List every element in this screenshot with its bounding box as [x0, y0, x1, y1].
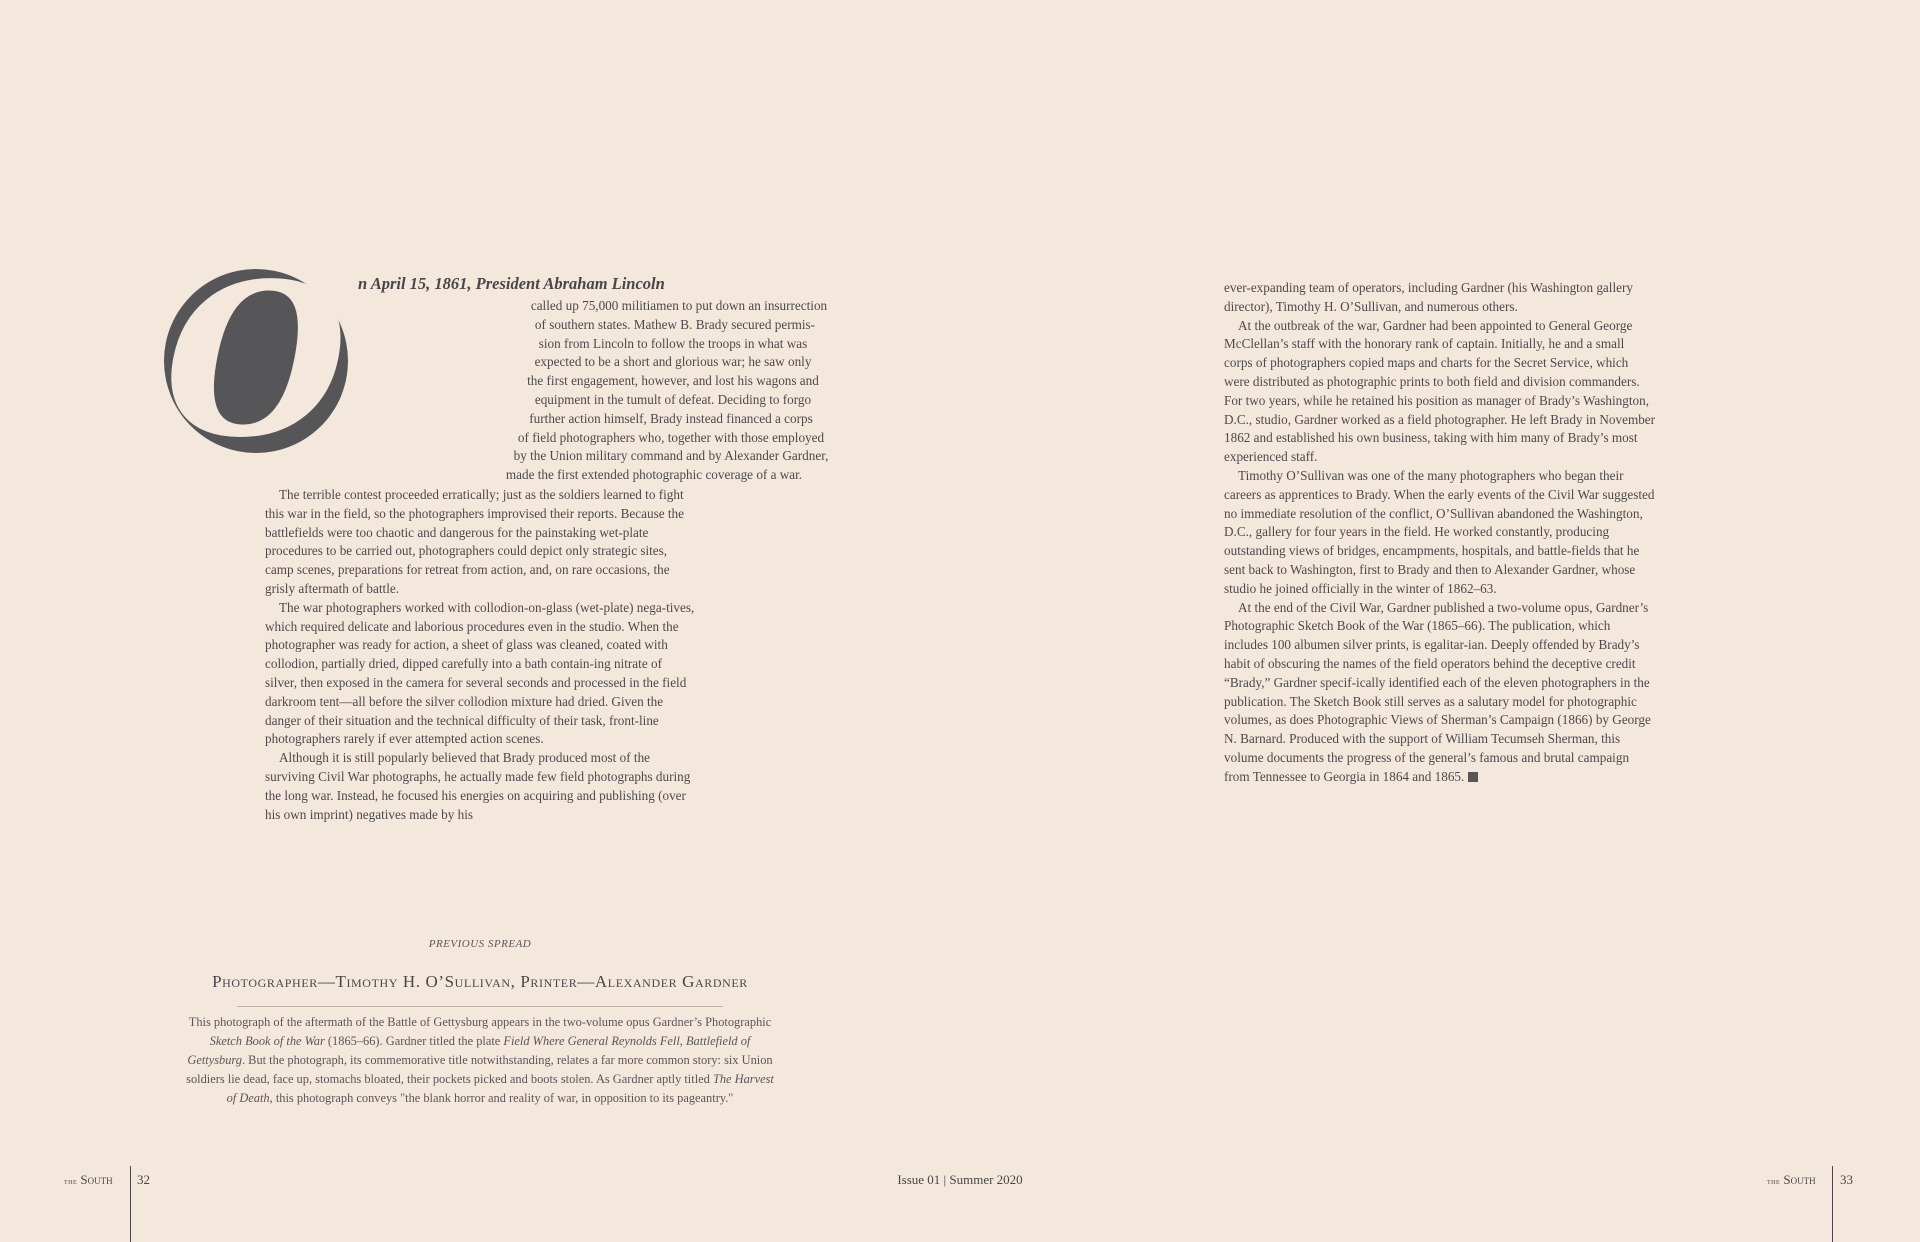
caption-italic: The Harvest of Death: [226, 1072, 774, 1105]
article-paragraph: The terrible contest proceeded erratically; just as the soldiers learned to fight this war in the field, so the photographers improvised their reports. Because the battlefields were too chaotic and dangerous for the painstaking wet-plate procedures to be carried out, photographers could depict only strategic sites, camp scenes, preparations for retreat from action, and, on rare occasions, the grisly aftermath of battle.: [265, 487, 684, 596]
opening-line: called up 75,000 militiamen to put down an insurrection: [530, 298, 828, 313]
opening-line: made the first extended photographic coverage of a war.: [505, 467, 803, 483]
article-paragraph: [1224, 599, 1656, 787]
caption-text: . But the photograph, its commemorative title notwithstanding, relates a far more common story: six Union soldiers lie dead, face up, stomachs bloated, their pockets picked and boots stolen. As Gardner aptly titled: [186, 1053, 773, 1086]
caption-kicker: PREVIOUS SPREAD: [428, 938, 532, 950]
article-left-column: [265, 486, 695, 824]
folio-rule-left: [130, 1166, 131, 1242]
issue-info: Issue 01 | Summer 2020: [897, 1172, 1023, 1187]
opening-line: expected to be a short and glorious war; he saw only: [534, 354, 812, 370]
article-paragraph: ever-expanding team of operators, including Gardner (his Washington gallery director), Timothy H. O’Sullivan, and numerous others.: [1224, 280, 1633, 314]
folio-publication: South: [1783, 1172, 1816, 1187]
article-paragraph-text: At the end of the Civil War, Gardner published a two-volume opus, Gardner’s Photographic Sketch Book of the War (1865–66). The publication, which includes 100 albumen silver prints, is egalitar-ian. Deeply offended by Brady’s habit of obscuring the names of the field operators behind the deceptive credit “Brady,” Gardner specif-ically identified each of the eleven photographers in the publication. The Sketch Book still serves as a salutary model for photographic volumes, as does Photographic Views of Sherman’s Campaign (1866) by George N. Barnard. Produced with the support of William Tecumseh Sherman, this volume documents the progress of the general’s famous and brutal campaign from Tennessee to Georgia in 1864 and 1865.: [1224, 599, 1651, 784]
caption-title: Photographer—Timothy H. O’Sullivan, Printer—Alexander Gardner: [212, 972, 748, 991]
drop-cap-letter: O: [164, 237, 348, 484]
caption-italic: Sketch Book of the War: [209, 1034, 325, 1048]
caption-text: , this photograph conveys "the blank horror and reality of war, in opposition to its pageantry.": [269, 1091, 734, 1105]
end-mark-icon: [1468, 772, 1478, 782]
folio-the: the: [1767, 1176, 1781, 1186]
caption-italic: Field Where General Reynolds Fell, Battlefield of Gettysburg: [187, 1034, 751, 1067]
opening-line: further action himself, Brady instead financed a corps: [529, 410, 813, 426]
folio-the: the: [64, 1176, 78, 1186]
folio-rule-right: [1832, 1166, 1833, 1242]
article-paragraph: Timothy O’Sullivan was one of the many photographers who began their careers as apprentices to Brady. When the early events of the Civil War suggested no immediate resolution of the conflict, O’Sullivan abandoned the Washington, D.C., gallery for four years in the field. He worked constantly, producing outstanding views of bridges, encampments, hospitals, and battle-fields that he sent back to Washington, first to Brady and then to Alexander Gardner, whose studio he joined officially in the winter of 1862–63.: [1224, 467, 1655, 596]
article-paragraph: The war photographers worked with collodion-on-glass (wet-plate) nega-tives, which required delicate and laborious procedures even in the studio. When the photographer was ready for action, a sheet of glass was cleaned, coated with collodion, partially dried, dipped carefully into a bath contain-ing nitrate of silver, then exposed in the camera for several seconds and processed in the field darkroom tent—all before the silver collodion mixture had dried. Given the danger of their situation and the technical difficulty of their task, front-line photographers rarely if ever attempted action scenes.: [265, 599, 695, 747]
opening-line: of field photographers who, together with those employed: [517, 429, 825, 445]
caption-text: (1865–66). Gardner titled the plate: [324, 1034, 504, 1048]
drop-cap: [164, 237, 348, 484]
article-lead: n April 15, 1861, President Abraham Lincoln: [358, 274, 665, 293]
article-paragraph: At the outbreak of the war, Gardner had been appointed to General George McClellan’s staff with the honorary rank of captain. Initially, he and a small corps of photographers copied maps and charts for the Secret Service, which were distributed as photographic prints to both field and division commanders. For two years, while he retained his position as manager of Brady’s Washington, D.C., studio, Gardner worked as a field photographer. He left Brady in November 1862 and established his own business, taking with him many of Brady’s most experienced staff.: [1224, 317, 1656, 465]
page-number-left: 32: [137, 1172, 150, 1187]
folio-right: [1767, 1172, 1816, 1188]
opening-line: the first engagement, however, and lost his wagons and: [527, 373, 819, 389]
opening-line: sion from Lincoln to follow the troops in what was: [538, 335, 808, 351]
caption-divider: [237, 1006, 723, 1007]
article-right-column: [1224, 279, 1656, 787]
opening-line: by the Union military command and by Alexander Gardner,: [513, 448, 829, 464]
folio-publication: South: [80, 1172, 113, 1187]
folio-left: [64, 1172, 113, 1188]
page-number-right: 33: [1840, 1172, 1853, 1187]
opening-line: of southern states. Mathew B. Brady secured permis-: [534, 316, 816, 332]
opening-line: equipment in the tumult of defeat. Deciding to forgo: [534, 392, 812, 407]
article-paragraph: Although it is still popularly believed that Brady produced most of the surviving Civil War photographs, he actually made few field photographs during the long war. Instead, he focused his energies on acquiring and publishing (over his own imprint) negatives made by his: [265, 750, 691, 822]
caption-text: This photograph of the aftermath of the Battle of Gettysburg appears in the two-volume opus Gardner’s Photographic: [188, 1015, 772, 1029]
caption-body: [180, 1013, 780, 1108]
